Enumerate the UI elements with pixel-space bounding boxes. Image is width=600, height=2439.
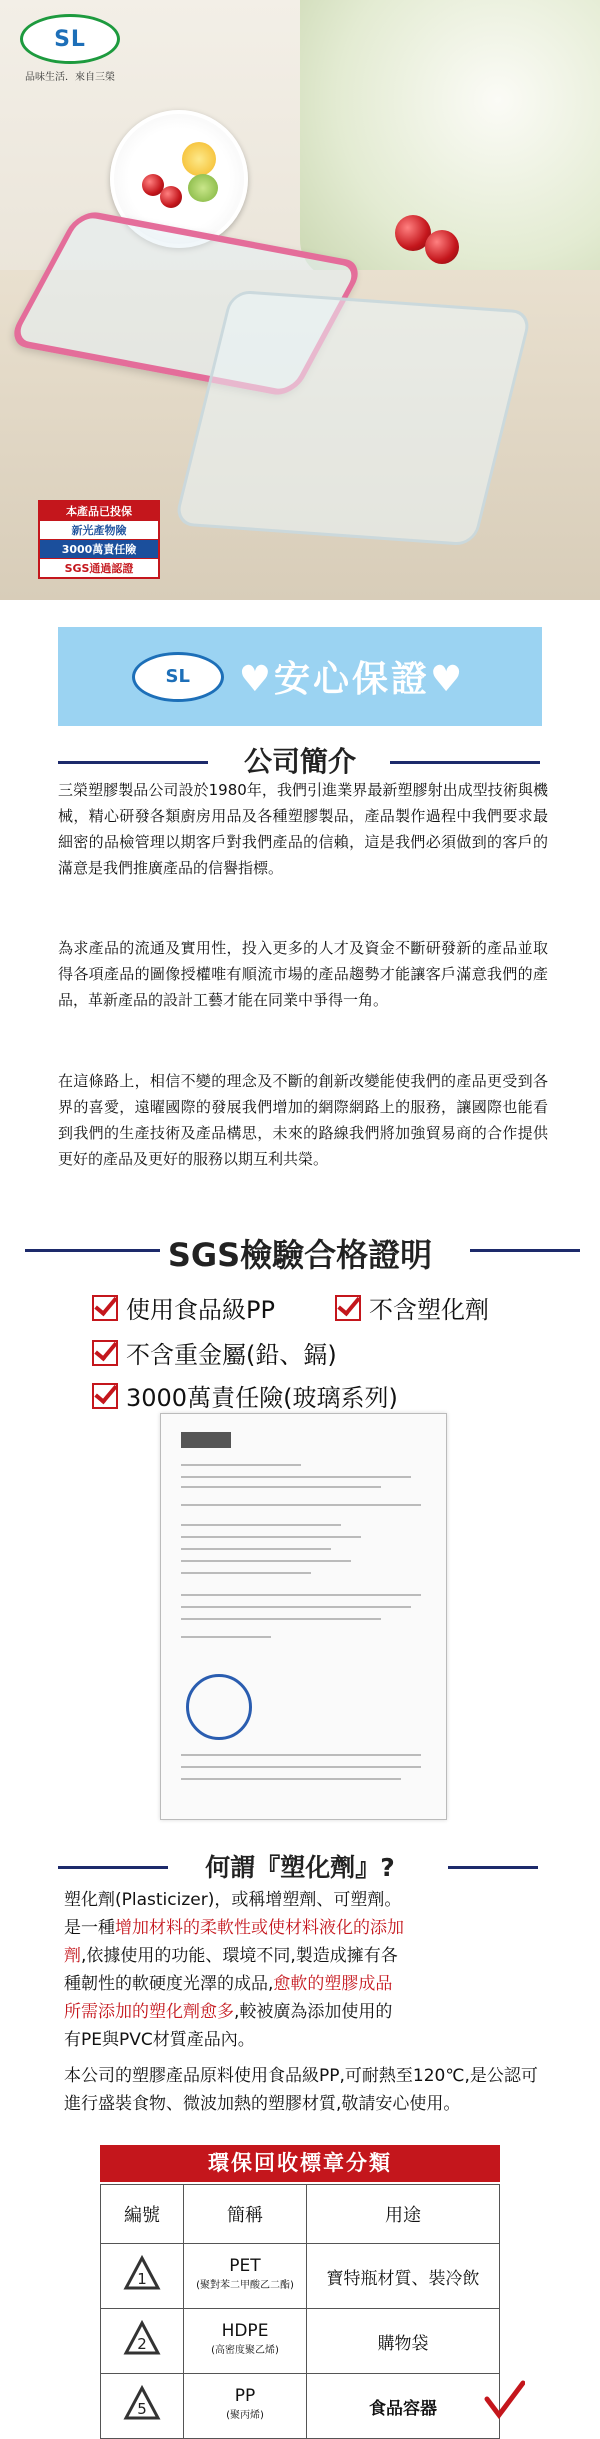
text-span: 是一種 xyxy=(64,1918,115,1938)
checkbox-icon xyxy=(92,1295,118,1321)
abbr-text: PP xyxy=(234,2386,256,2406)
check-item xyxy=(92,1378,398,1413)
checkbox-icon xyxy=(92,1340,118,1366)
column-header: 簡稱 xyxy=(184,2185,307,2244)
about-paragraph: 三榮塑膠製品公司設於1980年，我們引進業界最新塑膠射出成型技術與機械，精心研發各類廚房用品及各種塑膠製品，產品製作過程中我們要求最細密的品檢管理以期客戶對我們產品的信賴，這是我們必須做到的客戶的滿意是我們推廣產品的信譽指標。 xyxy=(58,781,548,877)
pp-paragraph: 本公司的塑膠產品原料使用食品級PP,可耐熱至120℃,是公認可進行盛裝食物、微波加熱的塑膠材質,敬請安心使用。 xyxy=(64,2066,538,2114)
table-row xyxy=(101,2374,500,2439)
banner-title: ♥安心保證♥ xyxy=(238,659,466,700)
recycle-number: 1 xyxy=(137,2269,147,2288)
recycle-icon xyxy=(122,2254,162,2294)
hero-photo xyxy=(0,0,600,600)
abbr-full: (聚對苯二甲酸乙二酯) xyxy=(196,2280,294,2291)
recycle-number-cell xyxy=(101,2309,184,2374)
text-line xyxy=(64,1914,544,1942)
plasticizer-paragraph xyxy=(64,1886,544,2054)
highlight-span: 劑 xyxy=(64,1946,81,1966)
check-label: 3000萬責任險(玻璃系列) xyxy=(126,1384,398,1412)
orange-slice xyxy=(182,142,216,176)
checkmark-icon xyxy=(483,2379,525,2425)
text-line xyxy=(64,1942,544,1970)
check-label: 不含重金屬(鉛、鎘) xyxy=(126,1341,337,1369)
sgs-logo xyxy=(181,1432,231,1448)
highlight-span: 所需添加的塑化劑愈多 xyxy=(64,2002,234,2022)
abbr-cell xyxy=(184,2309,307,2374)
check-item xyxy=(335,1290,489,1325)
brand-logo xyxy=(20,14,120,83)
certificate-seal xyxy=(186,1674,252,1740)
text-line xyxy=(64,1970,544,1998)
glass-container xyxy=(173,290,532,547)
badge-line: 本產品已投保 xyxy=(40,502,158,521)
recycle-icon xyxy=(122,2384,162,2424)
check-label: 使用食品級PP xyxy=(126,1296,275,1324)
highlight-span: 愈軟的塑膠成品 xyxy=(273,1974,393,1994)
about-paragraph: 在這條路上，相信不變的理念及不斷的創新改變能使我們的產品更受到各界的喜愛，遠曜國際的發展我們增加的網際網路上的服務，讓國際也能看到我們的生產技術及產品構思，未來的路線我們將加強貿易商的合作提供更好的產品及更好的服務以期互利共榮。 xyxy=(58,1072,548,1168)
text-span: 種韌性的軟硬度光澤的成品, xyxy=(64,1974,274,1994)
recycle-number: 5 xyxy=(137,2399,147,2418)
badge-line: 新光產物險 xyxy=(40,521,158,540)
sgs-certificate-image xyxy=(160,1413,447,1820)
abbr-cell xyxy=(184,2244,307,2309)
plasticizer-heading: 何謂『塑化劑』? xyxy=(205,1853,395,1882)
cherry xyxy=(160,186,182,208)
abbr-text: HDPE xyxy=(221,2321,269,2341)
logo-slogan: 品味生活．來自三榮 xyxy=(25,72,115,83)
highlight-span: 增加材料的柔軟性或使材料液化的添加 xyxy=(115,1918,404,1938)
use-cell: 寶特瓶材質、裝冷飲 xyxy=(307,2244,500,2309)
badge-line: 3000萬責任險 xyxy=(40,540,158,559)
checkbox-icon xyxy=(92,1383,118,1409)
banner-logo: SL xyxy=(135,655,221,699)
column-header: 編號 xyxy=(101,2185,184,2244)
recycle-table xyxy=(100,2184,500,2439)
text-span: 有PE與PVC材質產品內。 xyxy=(64,2030,255,2050)
about-paragraph: 為求產品的流通及實用性，投入更多的人才及資金不斷研發新的產品並取得各項產品的圖像授權唯有順流市場的產品趨勢才能讓客戶滿意我們的產品，革新產品的設計工藝才能在同業中爭得一角。 xyxy=(58,939,548,1009)
recycle-number-cell xyxy=(101,2374,184,2439)
recycle-number-cell xyxy=(101,2244,184,2309)
about-heading: 公司簡介 xyxy=(243,745,356,778)
insurance-badge xyxy=(38,500,160,579)
check-item xyxy=(92,1335,337,1370)
table-row xyxy=(101,2244,500,2309)
abbr-cell xyxy=(184,2374,307,2439)
recycle-number: 2 xyxy=(137,2334,147,2353)
text-line xyxy=(64,1998,544,2026)
logo-oval: SL xyxy=(20,14,120,64)
table-row xyxy=(101,2309,500,2374)
use-cell: 食品容器 xyxy=(307,2374,500,2439)
check-item xyxy=(92,1290,275,1325)
kiwi-slice xyxy=(188,174,218,202)
abbr-text: PET xyxy=(229,2256,261,2276)
assurance-banner xyxy=(58,627,542,726)
column-header: 用途 xyxy=(307,2185,500,2244)
abbr-full: (聚丙烯) xyxy=(226,2410,264,2421)
recycle-icon xyxy=(122,2319,162,2359)
abbr-full: (高密度聚乙烯) xyxy=(211,2345,279,2356)
recycle-table-title: 環保回收標章分類 xyxy=(100,2145,500,2182)
text-line xyxy=(64,1886,544,1914)
cherry xyxy=(425,230,459,264)
check-label: 不含塑化劑 xyxy=(369,1296,489,1324)
table-header-row xyxy=(101,2185,500,2244)
sgs-heading: SGS檢驗合格證明 xyxy=(167,1236,433,1274)
text-span: 塑化劑(Plasticizer)，或稱增塑劑、可塑劑。 xyxy=(64,1890,402,1910)
text-span: ,依據使用的功能、環境不同,製造成擁有各 xyxy=(81,1946,398,1966)
checkbox-icon xyxy=(335,1295,361,1321)
use-cell: 購物袋 xyxy=(307,2309,500,2374)
text-line xyxy=(64,2026,544,2054)
badge-line: SGS通過認證 xyxy=(64,562,134,575)
text-span: ,較被廣為添加使用的 xyxy=(234,2002,393,2022)
